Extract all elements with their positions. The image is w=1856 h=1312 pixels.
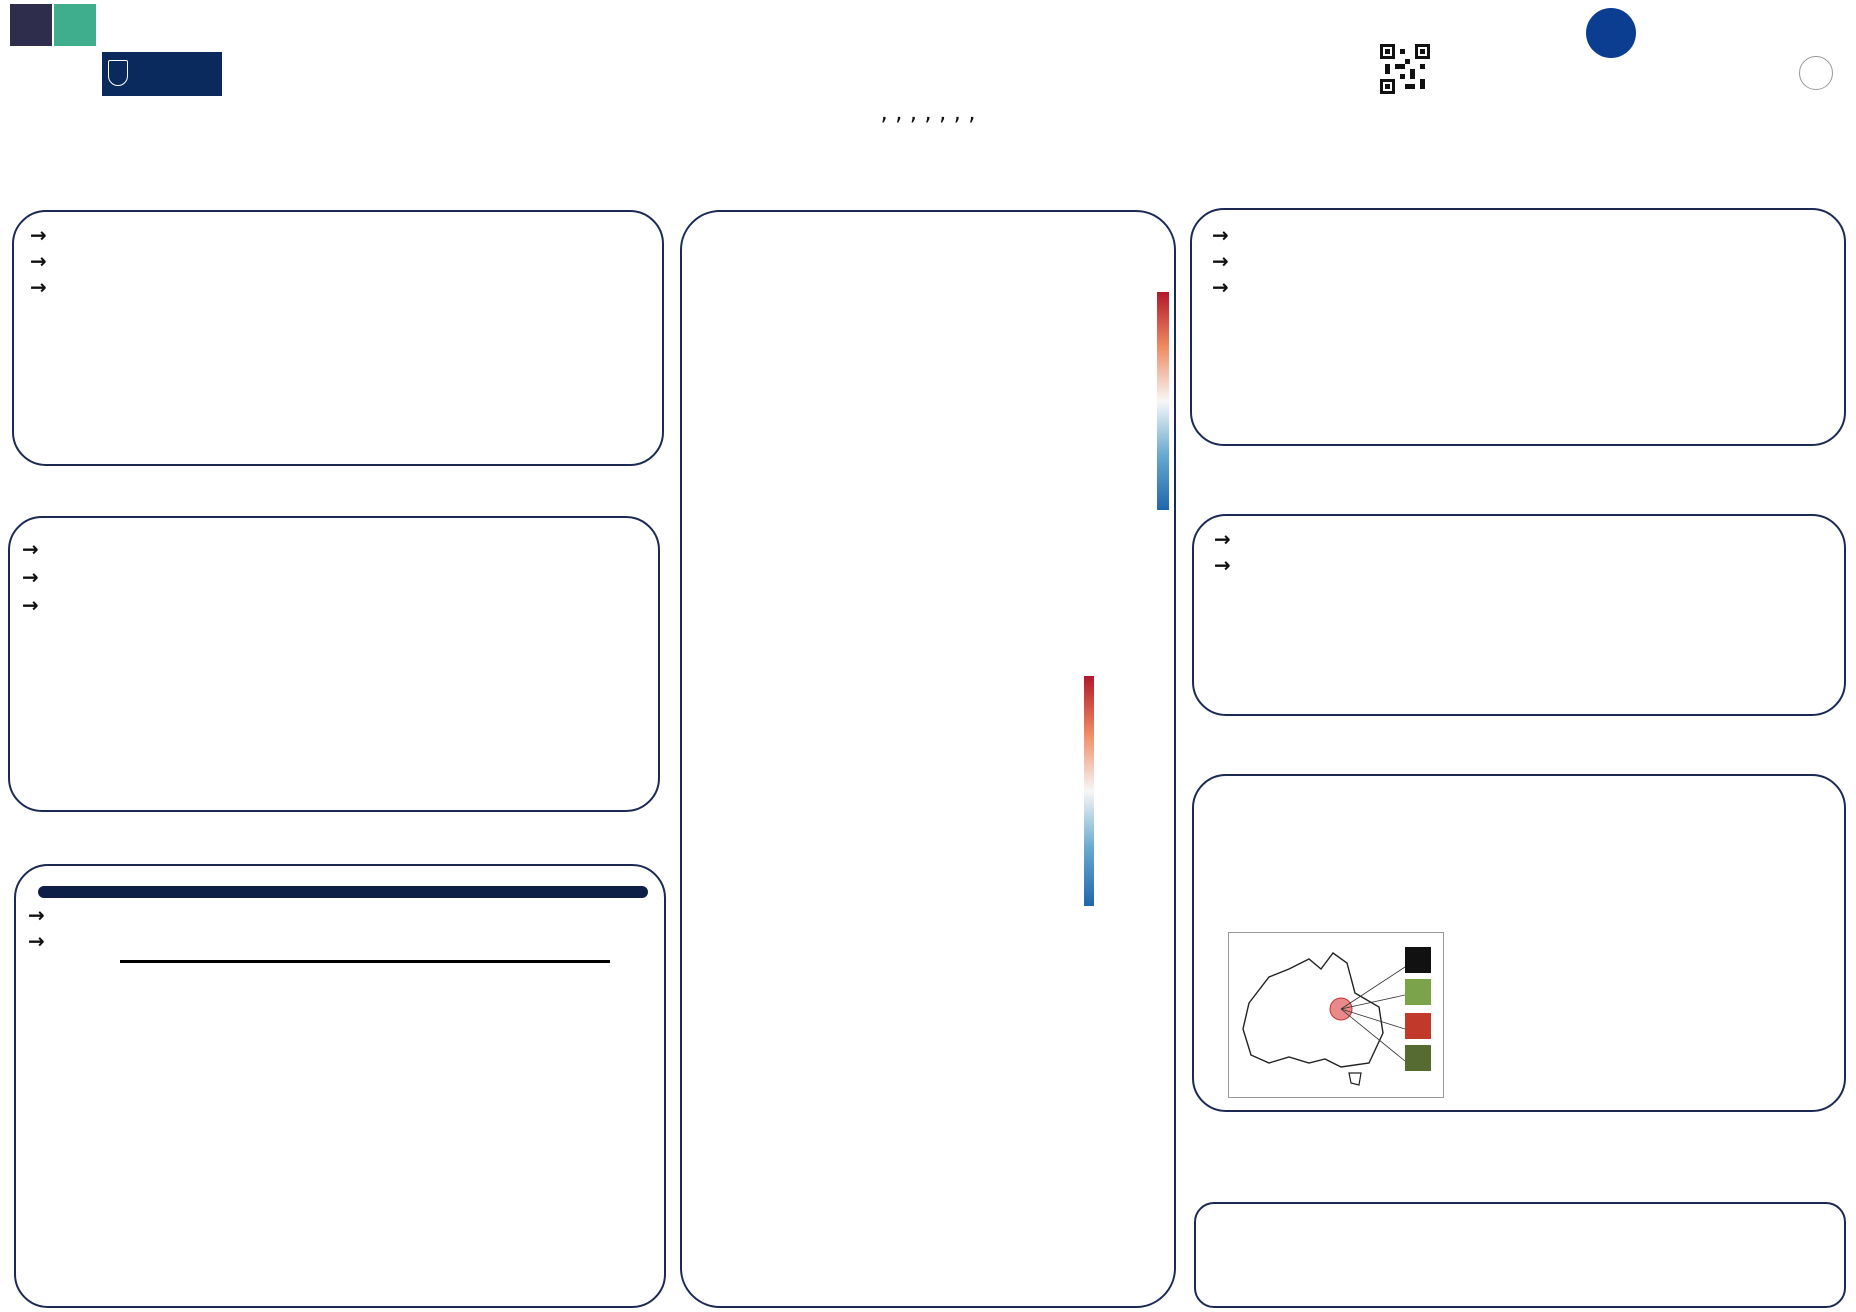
ukri-logo	[10, 4, 98, 46]
motivation-bullet	[30, 222, 648, 248]
oatml-logo	[1796, 56, 1836, 90]
motivation-bullet	[30, 274, 648, 300]
fig1-na-maps	[712, 246, 1152, 358]
future-work-box	[1192, 514, 1846, 716]
future-bullet	[1214, 552, 1832, 578]
figure1-eu	[700, 394, 1160, 544]
motivation-box	[12, 210, 664, 466]
fig1-eu-maps	[700, 408, 1160, 540]
future-bullet	[1214, 526, 1832, 552]
motivation-bullet	[30, 248, 648, 274]
bias-definition	[38, 886, 648, 898]
references-box	[1194, 1202, 1846, 1308]
fig2-maps	[770, 658, 1070, 914]
conclusion-bullet	[1212, 274, 1832, 300]
figure1-na	[700, 232, 1150, 362]
methodology-bullet	[22, 592, 648, 618]
nasa-logo	[1586, 8, 1636, 58]
open-science-box	[1192, 774, 1846, 1112]
conclusion-bullet	[1212, 248, 1832, 274]
conclusions-box	[1190, 208, 1846, 446]
figure3-histograms	[726, 1048, 1156, 1214]
fig2-colorbar	[1084, 676, 1094, 906]
figure2	[760, 646, 1140, 916]
methodology-box	[8, 516, 660, 812]
airpy-australia-figure	[1228, 932, 1444, 1098]
table-row	[120, 962, 610, 963]
dataset-box	[14, 864, 666, 1308]
methodology-bullet	[22, 564, 648, 590]
oxford-logo	[102, 52, 222, 96]
qr-code	[1380, 44, 1430, 94]
author-list: , , , , , , ,	[880, 100, 976, 126]
input-features-table	[120, 960, 610, 963]
inputs-label	[28, 902, 658, 928]
ground-truth-label	[28, 928, 658, 954]
conclusion-bullet	[1212, 222, 1832, 248]
methodology-bullet	[22, 536, 648, 562]
